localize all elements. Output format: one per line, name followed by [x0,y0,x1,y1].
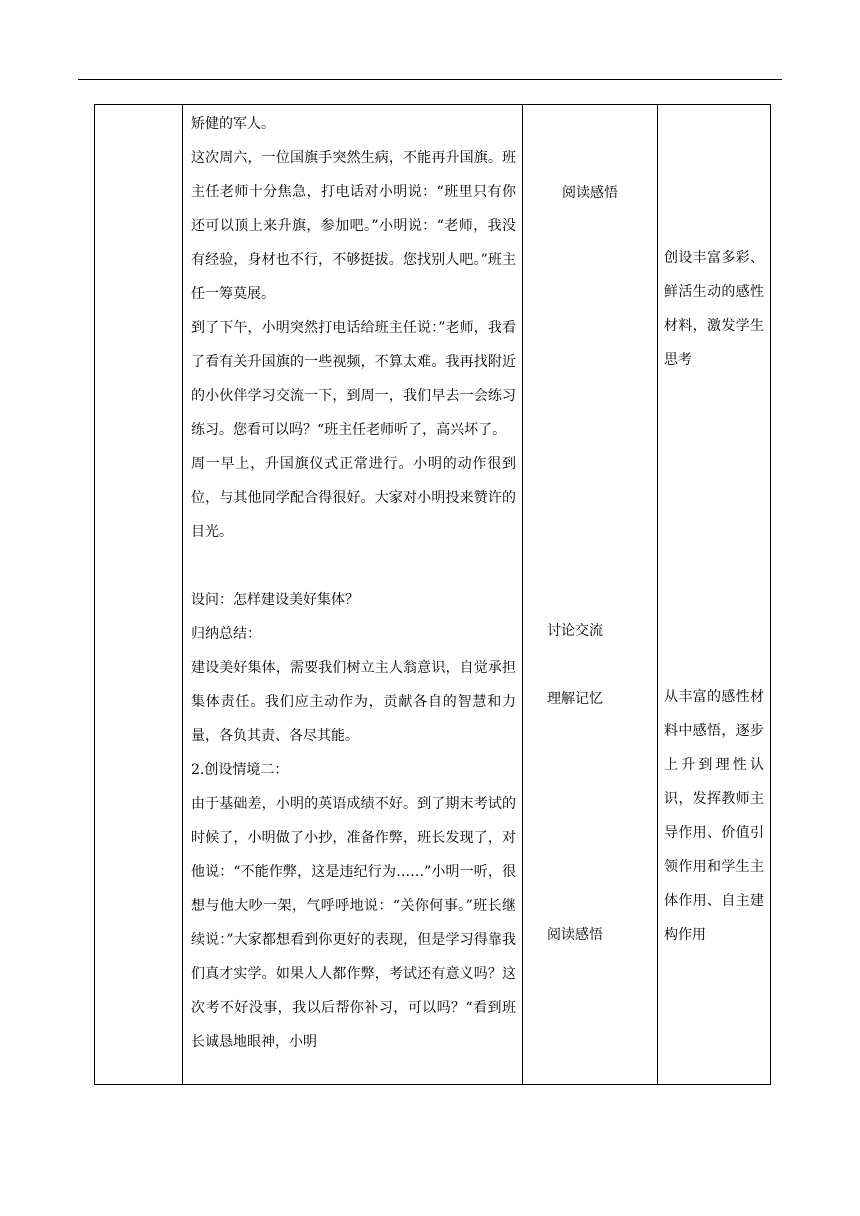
design-intent-text: 创设丰富多彩、鲜活生动的感性材料，激发学生思考 [664,250,764,368]
scenario-heading: 2.创设情境二： [191,762,289,778]
summary-heading: 归纳总结： [191,626,261,642]
content-paragraph: 这次周六，一位国旗手突然生病，不能再升国旗。班主任老师十分焦急，打电话对小明说：“班里只有你还可以顶上来升旗，参加吧。”小明说：“老师，我没有经验，身材也不行，不够挺拔。您找别人吧。”班主任一筹莫展。 [191,150,516,302]
content-paragraph: 矫健的军人。 [191,116,275,132]
activity-label: 阅读感悟 [547,927,603,943]
scenario-text: 由于基础差，小明的英语成绩不好。到了期末考试的时候了，小明做了小抄，准备作弊，班长发现了，对他说：“不能作弊，这是违纪行为……”小明一听，很想与他大吵一架，气呼呼地说：“关你何事。”班长继续说：”大家都想看到你更好的表现，但是学习得靠我们真才实学。如果人人都作弊，考试还有意义吗？这次考不好没事，我以后帮你补习，可以吗？“看到班长诚恳地眼神，小明 [191,796,516,1050]
content-paragraph: 到了下午，小明突然打电话给班主任说：”老师，我看了看有关升国旗的一些视频，不算太难。我再找附近的小伙伴学习交流一下，到周一，我们早去一会练习练习。您看可以吗？“班主任老师听了，高兴坏了。 [191,320,516,438]
activity-label: 理解记忆 [547,691,603,707]
blank-line [183,549,522,583]
activity-label: 讨论交流 [547,623,603,639]
activity-cell [523,105,658,1085]
activity-label: 阅读感悟 [562,185,618,201]
summary-text: 建设美好集体，需要我们树立主人翁意识，自觉承担集体责任。我们应主动作为，贡献各自的智慧和力量，各负其责、各尽其能。 [191,660,516,744]
header-rule [78,79,782,80]
design-intent-text: 从丰富的感性材料中感悟，逐步上升到理性认识，发挥教师主导作用、价值引领作用和学生主体作用、自主建构作用 [664,689,764,943]
content-paragraph: 周一早上，升国旗仪式正常进行。小明的动作很到位，与其他同学配合得很好。大家对小明投来赞许的目光。 [191,456,516,540]
intent-cell [658,105,771,1085]
lesson-plan-table [94,104,771,1085]
content-cell [183,105,523,1085]
table-row [95,105,771,1085]
stage-cell [95,105,183,1085]
question-text: 设问：怎样建设美好集体？ [191,592,359,608]
